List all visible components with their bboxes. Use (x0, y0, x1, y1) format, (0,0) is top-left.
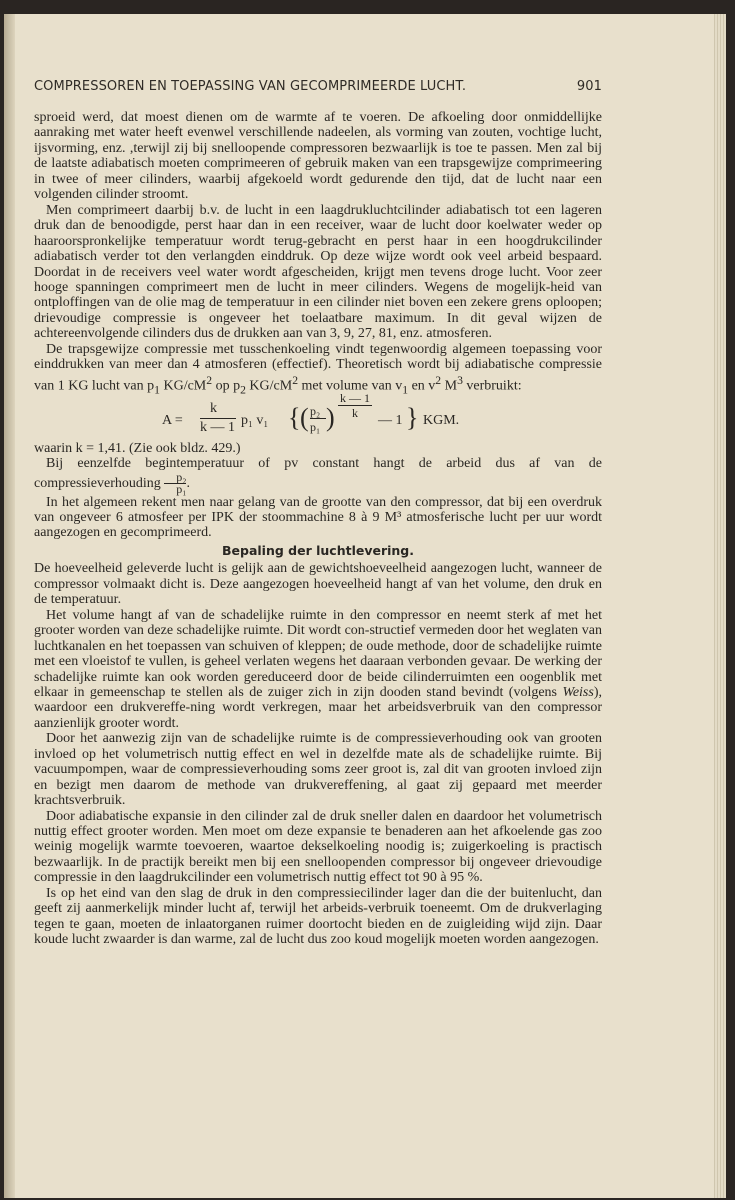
paragraph: De hoeveelheid geleverde lucht is gelijk aan de gewichtshoeveelheid aangezogen lucht, wanneer de compressor volmaakt dicht is. Deze aangezogen hoeveelheid hangt af van het volume, den druk en de temperatuur. (34, 561, 602, 608)
formula-p1v1: p₁ v₁ (241, 412, 269, 428)
formula-rbrace: } (406, 402, 419, 432)
paragraph: sproeid werd, dat moest dienen om de warmte af te voeren. De afkoeling door onmiddellijke aanraking met water heeft evenwel verschillende nadeelen, als vorming van zouten, vochtige lucht, ijsvorming, enz. ,terwijl zij bij snelloopende compressoren bezwaarlijk is toe te passen. Men zal bij de laatste adiabatisch moeten comprimeeren of gebruik maken van een trapsgewijze comprimeering in twee of meer cilinders, waarbij afgekoeld wordt gedurende den tijd, dat de lucht naar een volgenden cilinder stroomt. (34, 110, 602, 203)
formula-unit: KGM. (423, 412, 460, 428)
paragraph: Door adiabatische expansie in den cilinder zal de druk sneller dalen en daardoor het volumetrisch nuttig effect grooter worden. Men moet om deze expansie te benaderen aan het afkoelende gas zoo weinig mogelijk warmte toevoeren, waartoe dekselkoeling noodig is; zuigerkoeling is practisch bezwaarlijk. In de practijk bereikt men bij een snelloopenden compressor bij ongeveer drievoudige compressie in den laagdrukcilinder een volumetrisch nuttig effect tot 90 à 95 %. (34, 808, 602, 886)
paragraph: waarin k = 1,41. (Zie ook bldz. 429.) (34, 440, 241, 456)
book-page (4, 14, 726, 1198)
paragraph: In het algemeen rekent men naar gelang van de grootte van den compressor, dat bij een overdruk van ongeveer 6 atmosfeer per IPK der stoommachine 8 à 9 M³ atmosferische lucht per uur wordt aangezogen en gecomprimeerd. (34, 494, 602, 541)
formula-k-num: k (210, 400, 217, 416)
page-number: 901 (576, 79, 602, 94)
paragraph: Is op het eind van den slag de druk in den compressiecilinder lager dan die der buitenlucht, dan geeft zij aanmerkelijk minder lucht af, terwijl het arbeids-verbruik toeneemt. Om de drukverlaging tegen te gaan, moeten de inlaatorganen ruimer doortocht bieden en de zuigleiding wijd zijn. Daar koude lucht zwaarder is dan warme, zal de lucht dus zoo koud mogelijk moeten worden aangezogen. (34, 885, 602, 948)
formula-p2: p₂ (310, 403, 321, 418)
page-edge (714, 14, 726, 1198)
formula-p1: p₁ (310, 419, 321, 434)
formula-lparen: ( (300, 402, 309, 432)
running-header (34, 79, 602, 94)
formula-minus-one: — 1 (378, 412, 403, 428)
paragraph: Bij eenzelfde begintemperatuur of pv constant hangt de arbeid dus af van de compressieverhouding $\frac{\text{p₂}}{\text{p₁}}$ . (34, 456, 602, 496)
formula-rparen: ) (326, 402, 335, 432)
fraction-bar (200, 418, 236, 419)
compression-ratio: $\frac{\text{p₂}}{\text{p₁}}$ (164, 472, 186, 495)
formula-exp-num: k — 1 (340, 390, 370, 405)
formula-lhs: A = (162, 412, 183, 428)
paragraph: De trapsgewijze compressie met tusschenkoeling vindt tegenwoordig algemeen toepassing voor einddrukken van meer dan 4 atmosferen (effectief). Theoretisch wordt bij adiabatische compressie van 1 KG lucht van $p_1$ $KG/cM^2$ op $p_2$ $KG/cM^2$ met volume van $v_1$ en $v^2$ $M^3$ verbruikt: (34, 341, 602, 397)
section-heading: Bepaling der luchtlevering. (222, 542, 414, 558)
paragraph: Door het aanwezig zijn van de schadelijke ruimte is de compressieverhouding ook van grooten invloed op het volumetrisch nuttig effect en wel in dezelfde mate als de schadelijke ruimte. Bij vacuumpompen, waar de compressieverhouding soms zeer groot is, zal dit van grooten invloed zijn en bezigt men daarom de methode van drukvereffening, al gaat zij gepaard met meerder krachtsverbruik. (34, 731, 602, 809)
formula-exp-den: k (352, 405, 358, 420)
fraction-bar (310, 418, 326, 419)
body-text (34, 110, 602, 948)
paragraph: Men comprimeert daarbij b.v. de lucht in een laagdrukluchtcilinder adiabatisch tot een lageren druk dan de benoodigde, perst haar dan in een receiver, waar de lucht door koelwater weder op haaroorspronkelijke temperatuur wordt terug-gebracht en perst haar in een hoogdrukcilinder adiabatisch verder tot den verlangden einddruk. Op deze wijze wordt ook veel arbeid bespaard. Doordat in de receivers veel water wordt afgescheiden, krijgt men tevens droge lucht. Voor zeer hooge spanningen comprimeert men de lucht in meer cilinders. Wegens de mogelijk-heid van ontploffingen van de olie mag de temperatuur in een cilinder niet boven een zekere grens oploopen; drievoudige compressie is ongeveer het toelaatbare maximum. In dit geval wijzen de achtereenvolgende cilinders dus de drukken aan van 3, 9, 27, 81, enz. atmosferen. (34, 202, 602, 342)
formula-k-den: k — 1 (200, 419, 235, 435)
page-spine (4, 14, 15, 1198)
formula-lbrace: { (288, 402, 301, 432)
paragraph: Het volume hangt af van de schadelijke ruimte in den compressor en neemt sterk af met het grooter worden van deze schadelijke ruimte. Dit wordt con-structief vermeden door het weglaten van luchtkanalen en het toepassen van schuiven of kleppen; de oude methode, door de schadelijke ruimte met een vloeistof te vullen, is geheel verlaten wegens het daaraan verbonden gevaar. De werking der schadelijke ruimte kan ook worden gereduceerd door de beide cilinderruimten een oogenblik met elkaar in gemeenschap te stellen als de zuiger zich in zijn dooden stand bevindt (volgens Weiss), waardoor een drukvereffe-ning wordt verkregen, maar het arbeidsverbruik van den compressor aanzienlijk grooter wordt. (34, 607, 602, 731)
work-formula (34, 390, 602, 441)
header-title: COMPRESSOREN EN TOEPASSING VAN GECOMPRIMEERDE LUCHT. (34, 79, 467, 94)
